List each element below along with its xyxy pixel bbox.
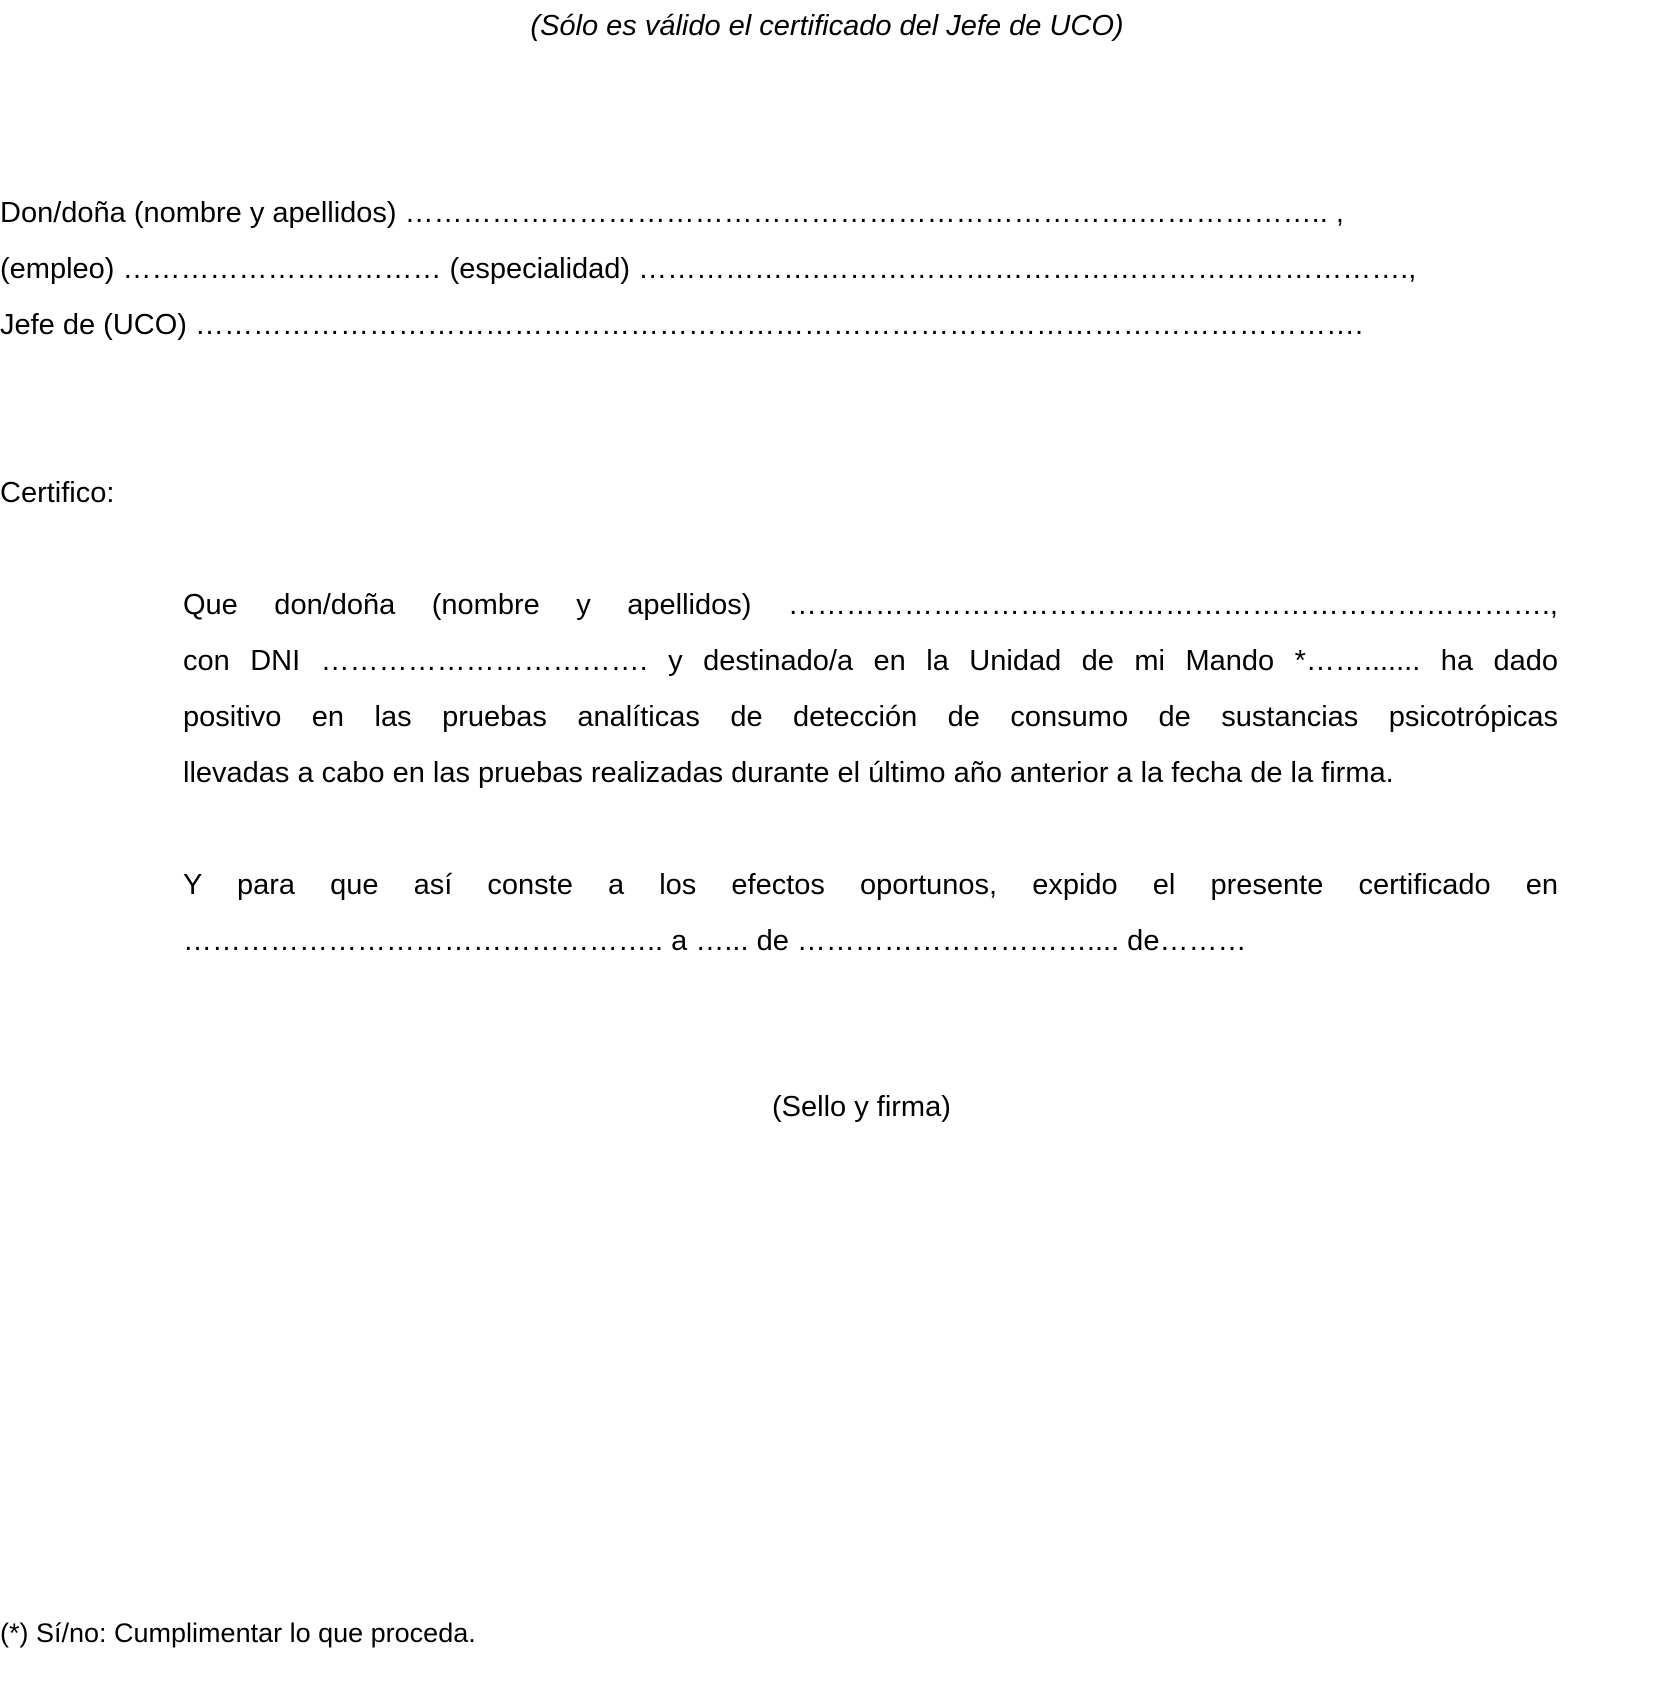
paragraph1-line4: llevadas a cabo en las pruebas realizadas durante el último año anterior a la fecha de la firma. (183, 757, 1394, 789)
paragraph1-line3: positivo en las pruebas analíticas de detección de consumo de sustancias psicotrópicas (183, 701, 1558, 733)
document-subtitle: (Sólo es válido el certificado del Jefe de UCO) (530, 10, 1124, 42)
paragraph1-line1: Que don/doña (nombre y apellidos) ……………………………………………………………………., (183, 589, 1558, 621)
certifico-label: Certifico: (0, 477, 115, 509)
identity-rank-line: (empleo) …………………………… (especialidad) ……………….……………………………………………………., (0, 253, 1417, 285)
signature-label: (Sello y firma) (772, 1091, 951, 1123)
paragraph2-line2: ………………………………………….. a …... de ………………………….... de……… (183, 925, 1247, 957)
identity-name-line: Don/doña (nombre y apellidos) ………………………………………………………………….……………….. , (0, 197, 1344, 229)
footnote: (*) Sí/no: Cumplimentar lo que proceda. (0, 1618, 476, 1648)
paragraph1-line2: con DNI ……………………………. y destinado/a en la Unidad de mi Mando *……....... ha dado (183, 645, 1558, 677)
identity-unit-line: Jefe de (UCO) …………………………………………………………………………………………………………. (0, 309, 1364, 341)
paragraph2-line1: Y para que así conste a los efectos oportunos, expido el presente certificado en (183, 869, 1558, 901)
